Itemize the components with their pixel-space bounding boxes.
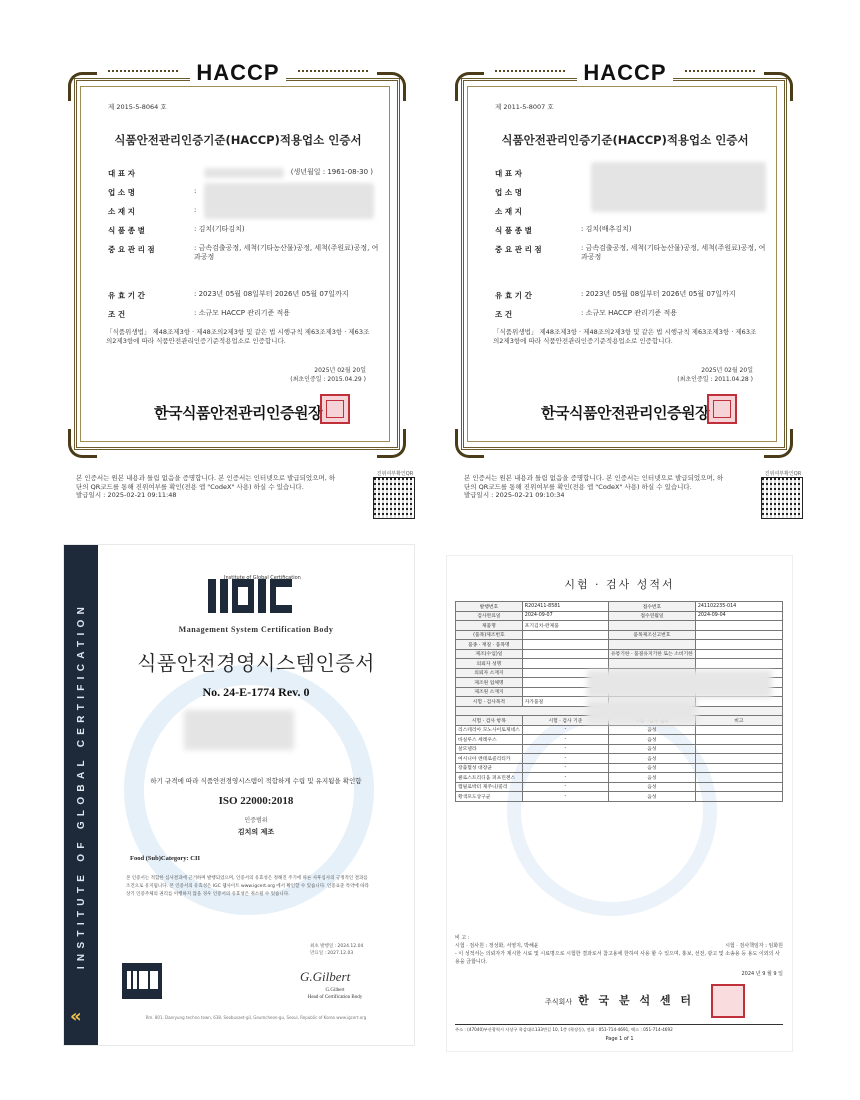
table-cell xyxy=(695,630,782,640)
ornament-corner xyxy=(68,429,97,458)
cert-fields xyxy=(108,168,383,328)
column-header: 비고 xyxy=(695,716,782,726)
field-ccp: 중 요 관 리 점 : 금속검출공정, 세척(기타농산물)공정, 세척(주원료)공정, 여과공정 xyxy=(108,244,379,261)
table-cell: 접수번호 xyxy=(609,602,696,612)
table-cell: 검사완료일 xyxy=(456,611,523,621)
result-cell: 음성 xyxy=(609,754,696,764)
sidebar-label: INSTITUTE OF GLOBAL CERTIFICATION xyxy=(76,601,87,970)
result-row xyxy=(456,744,783,754)
result-row xyxy=(456,725,783,735)
result-cell xyxy=(695,763,782,773)
table-cell xyxy=(695,659,782,669)
table-cell xyxy=(609,640,696,650)
table-cell xyxy=(522,640,608,650)
cert-number: No. 24-E-1774 Rev. 0 xyxy=(202,685,310,699)
result-row xyxy=(456,754,783,764)
issue-dates: 2025년 02월 20일 (최초인증일 : 2011.04.28 ) xyxy=(677,367,753,383)
result-cell: 캠필로박터 제주니/콜리 xyxy=(456,782,523,792)
table-cell: (품목)제조번호 xyxy=(456,630,523,640)
result-cell: 음성 xyxy=(609,725,696,735)
table-cell: 241102235-014 xyxy=(695,602,782,612)
body-name: Management System Certification Body xyxy=(178,625,334,634)
field-condition: 조 건 : 소규모 HACCP 관리기준 적용 xyxy=(495,309,678,319)
law-text: 「식품위생법」 제48조제3항 · 제48조의2제3항 및 같은 법 시행규칙 제63조제3항 · 제63조의2제3항에 따라 식품안전관리인증기준적용업소로 인증합니다. xyxy=(493,328,757,345)
field-location: 소 재 지 xyxy=(495,207,522,216)
result-row xyxy=(456,792,783,802)
field-business-name: 업 소 명 xyxy=(495,188,522,197)
field-condition: 조 건 : 소규모 HACCP 관리기준 적용 xyxy=(108,309,291,319)
table-cell: 발행번호 xyxy=(456,602,523,612)
table-cell xyxy=(695,640,782,650)
result-cell xyxy=(695,725,782,735)
result-cell: - xyxy=(522,782,608,792)
table-cell xyxy=(609,659,696,669)
logo-caption: Institute of Global Certification xyxy=(224,575,301,581)
table-row xyxy=(456,630,783,640)
ornament-corner xyxy=(377,429,406,458)
official-seal xyxy=(707,394,737,424)
field-ccp: 중 요 관 리 점 : 금속검출공정, 세척(기타농산물)공정, 세척(주원료)공정, 여과공정 xyxy=(495,244,766,261)
sidebar-band xyxy=(64,545,98,1045)
result-cell: - xyxy=(522,735,608,745)
result-cell: 음성 xyxy=(609,735,696,745)
official-seal xyxy=(320,394,350,424)
table-row xyxy=(456,602,783,612)
result-cell xyxy=(695,773,782,783)
redacted-manufacturer xyxy=(587,700,697,724)
table-cell: 포기김치-완제품 xyxy=(522,621,608,631)
haccp-certificate-2 xyxy=(455,60,795,460)
field-validity: 유 효 기 간 : 2023년 05월 08일부터 2026년 05월 07일까지 xyxy=(495,290,736,300)
food-category: Food (Sub)Category: CII xyxy=(130,855,201,862)
field-business-name: 업 소 명 : xyxy=(108,187,383,206)
haccp-logo: HACCP xyxy=(577,60,672,86)
field-representative: 대 표 자 (생년월일 : 1961-08-30 ) xyxy=(108,168,373,178)
cert-title: 식품안전경영시스템인증서 xyxy=(137,651,375,675)
chevron-icon: « xyxy=(70,1006,82,1027)
table-cell: 제품명 xyxy=(456,621,523,631)
redacted-client xyxy=(587,670,772,698)
table-row xyxy=(456,640,783,650)
result-cell: 바실루스 세레우스 xyxy=(456,735,523,745)
table-cell: 유통기한 · 품질유지기한 또는 소비기한 xyxy=(609,649,696,659)
issuer-name: 한국식품안전관리인증원장 xyxy=(154,404,322,422)
cert-footer-2: 본 인증서는 원본 내용과 틀림 없음을 증명합니다. 본 인증서는 인터넷으로 발급되었으며, 하단의 QR코드를 통해 진위여부를 확인(전용 앱 "CodeX" 사용) 하실 수 있습니다. 발급일시 : 2025-02-21 09:10:34 진위여부확인QR xyxy=(464,470,804,520)
ornament-corner xyxy=(764,429,793,458)
report-issuer: 주식회사 한 국 분 석 센 터 xyxy=(545,994,694,1007)
report-address: 주소 : (47040)부산광역시 사상구 학감대로133번길 10, 1층 (학장동), 전화 : 051-714-4691, 팩스 : 051-714-4692 xyxy=(455,1024,783,1033)
result-cell: 음성 xyxy=(609,744,696,754)
standard: ISO 22000:2018 xyxy=(218,795,294,807)
table-cell: 품종 · 재질 · 품목명 xyxy=(456,640,523,650)
table-cell: 의뢰자 소재지 xyxy=(456,668,523,678)
table-cell: 2024-09-04 xyxy=(695,611,782,621)
table-row xyxy=(456,649,783,659)
cert-fields xyxy=(495,168,770,328)
report-remarks: 비 고 : 시험 · 검사원 : 정성화, 서영지, 박해윤 시험 · 검사책임자 : 임화원 - 이 성적서는 의뢰자가 제시한 시료 및 시료명으로 시험한 결과로서 참고용에 한하여 사용 할 수 있으며, 홍보, 선전, 광고 및 소송용 등 용도 이외의 사용을 금합니다. 2024 년 9 월 9 일 xyxy=(455,935,783,977)
law-text: 「식품위생법」 제48조제3항 · 제48조의2제3항 및 같은 법 시행규칙 제63조제3항 · 제63조의2제3항에 따라 식품안전관리인증기준적용업소로 인증합니다. xyxy=(106,328,370,345)
scope-label: 인증범위 xyxy=(244,817,268,824)
table-row xyxy=(456,611,783,621)
table-row xyxy=(456,621,783,631)
field-validity: 유 효 기 간 : 2023년 05월 08일부터 2026년 05월 07일까지 xyxy=(108,290,349,300)
field-food-type: 식 품 종 별 : 김치(배추김치) xyxy=(495,225,632,235)
table-cell xyxy=(695,621,782,631)
result-row xyxy=(456,773,783,783)
result-cell: 여시니아 엔테로콜리티카 xyxy=(456,754,523,764)
signature: G.Gilbert xyxy=(300,969,351,984)
fine-print: 본 인증서는 적합한 심사결과에 근거하며 발행되었으며, 인증서의 유효성은 정해진 주기에 따른 사후심사의 긍정적인 결과를 조건으로 유지됩니다. 본 인증서의 유효성은 IGC 웹사이트 www.igcert.org 에서 확인할 수 있습니다. 인증표준 특약에 따라 상기 인증주체의 권리를 이행하지 않을 경우 인증서의 유효성은 취소될 수 있습니다. xyxy=(126,876,369,897)
table-cell: 시험 · 검사목적 xyxy=(456,697,523,707)
result-cell xyxy=(695,754,782,764)
result-cell: 리스테리아 모노사이토제네스 xyxy=(456,725,523,735)
issue-dates: 2025년 02월 20일 (최초인증일 : 2015.04.29 ) xyxy=(290,367,366,383)
cert-dates: 최초 발행일 : 2024.12.04 만료일 : 2027.12.03 xyxy=(310,944,364,956)
table-cell xyxy=(695,649,782,659)
redacted-company xyxy=(184,710,294,750)
issuer-name: 한국식품안전관리인증원장 xyxy=(541,404,709,422)
table-cell: 2024-09-07 xyxy=(522,611,608,621)
cert-number: 제 2015-5-8064 호 xyxy=(108,103,167,111)
result-cell: 음성 xyxy=(609,773,696,783)
table-cell: 제조원 소재지 xyxy=(456,687,523,697)
address: Rm. 801, Daeryung techno town, 638, Seobusaet-gil, Geumcheon-gu, Seoul, Republic of Korea www.igcert.org xyxy=(145,1015,367,1020)
signer-block: G.Gilbert Head of Certification Body xyxy=(307,988,363,1000)
result-cell: - xyxy=(522,792,608,802)
table-row xyxy=(456,659,783,669)
result-cell xyxy=(695,744,782,754)
result-cell: 음성 xyxy=(609,763,696,773)
field-food-type: 식 품 종 별 : 김치(기타김치) xyxy=(108,225,245,235)
table-cell: 의뢰자 성명 xyxy=(456,659,523,669)
result-cell: 장출혈성 대장균 xyxy=(456,763,523,773)
result-cell xyxy=(695,792,782,802)
test-report xyxy=(447,556,792,1051)
table-cell xyxy=(522,649,608,659)
result-cell: 클로스트리디움 퍼프린젠스 xyxy=(456,773,523,783)
column-header: 시험 · 검사 항목 xyxy=(456,716,523,726)
table-cell: 품목제조신고번호 xyxy=(609,630,696,640)
igc-small-logo xyxy=(122,963,162,999)
result-cell: - xyxy=(522,725,608,735)
result-cell: 황색포도상구균 xyxy=(456,792,523,802)
qr-code[interactable] xyxy=(374,478,414,518)
scope-value: 김치의 제조 xyxy=(237,828,275,836)
cert-footer-1: 본 인증서는 원본 내용과 틀림 없음을 증명합니다. 본 인증서는 인터넷으로 발급되었으며, 하단의 QR코드를 통해 진위여부를 확인(전용 앱 "CodeX" 사용) 하실 수 있습니다. 발급일시 : 2025-02-21 09:11:48 진위여부확인QR xyxy=(76,470,416,520)
table-cell: R202411-8581 xyxy=(522,602,608,612)
field-representative: 대 표 자 xyxy=(495,168,770,187)
result-row xyxy=(456,782,783,792)
ornament-corner xyxy=(455,429,484,458)
result-cell xyxy=(695,735,782,745)
result-cell: 음성 xyxy=(609,792,696,802)
result-cell: - xyxy=(522,754,608,764)
result-cell xyxy=(695,782,782,792)
result-row xyxy=(456,735,783,745)
table-cell: 자가품질 xyxy=(522,697,608,707)
table-cell: 제조(수입)일 xyxy=(456,649,523,659)
haccp-logo: HACCP xyxy=(190,60,285,86)
field-location: 소 재 지 : xyxy=(108,206,197,216)
haccp-certificate-1 xyxy=(68,60,408,460)
result-cell: 살모넬라 xyxy=(456,744,523,754)
cert-title: 식품안전관리인증기준(HACCP)적용업소 인증서 xyxy=(114,133,362,147)
result-cell: - xyxy=(522,773,608,783)
table-cell xyxy=(522,659,608,669)
iso-certificate xyxy=(64,545,414,1045)
cert-title: 식품안전관리인증기준(HACCP)적용업소 인증서 xyxy=(501,133,749,147)
table-cell: 제조원 업체명 xyxy=(456,678,523,688)
result-cell: - xyxy=(522,744,608,754)
report-title: 시험 · 검사 성적서 xyxy=(564,578,675,591)
page-number: Page 1 of 1 xyxy=(605,1036,634,1042)
column-header: 시험 · 검사 기준 xyxy=(522,716,608,726)
result-cell: - xyxy=(522,763,608,773)
result-cell: 음성 xyxy=(609,782,696,792)
statement: 하기 규격에 따라 식품안전경영시스템이 적합하게 수립 및 유지됨을 확인함 xyxy=(150,777,362,785)
cert-number: 제 2011-5-8007 호 xyxy=(495,103,554,111)
qr-code[interactable] xyxy=(762,478,802,518)
table-cell xyxy=(522,630,608,640)
table-cell: 접수연월일 xyxy=(609,611,696,621)
official-seal xyxy=(711,984,745,1018)
result-row xyxy=(456,763,783,773)
table-cell xyxy=(609,621,696,631)
